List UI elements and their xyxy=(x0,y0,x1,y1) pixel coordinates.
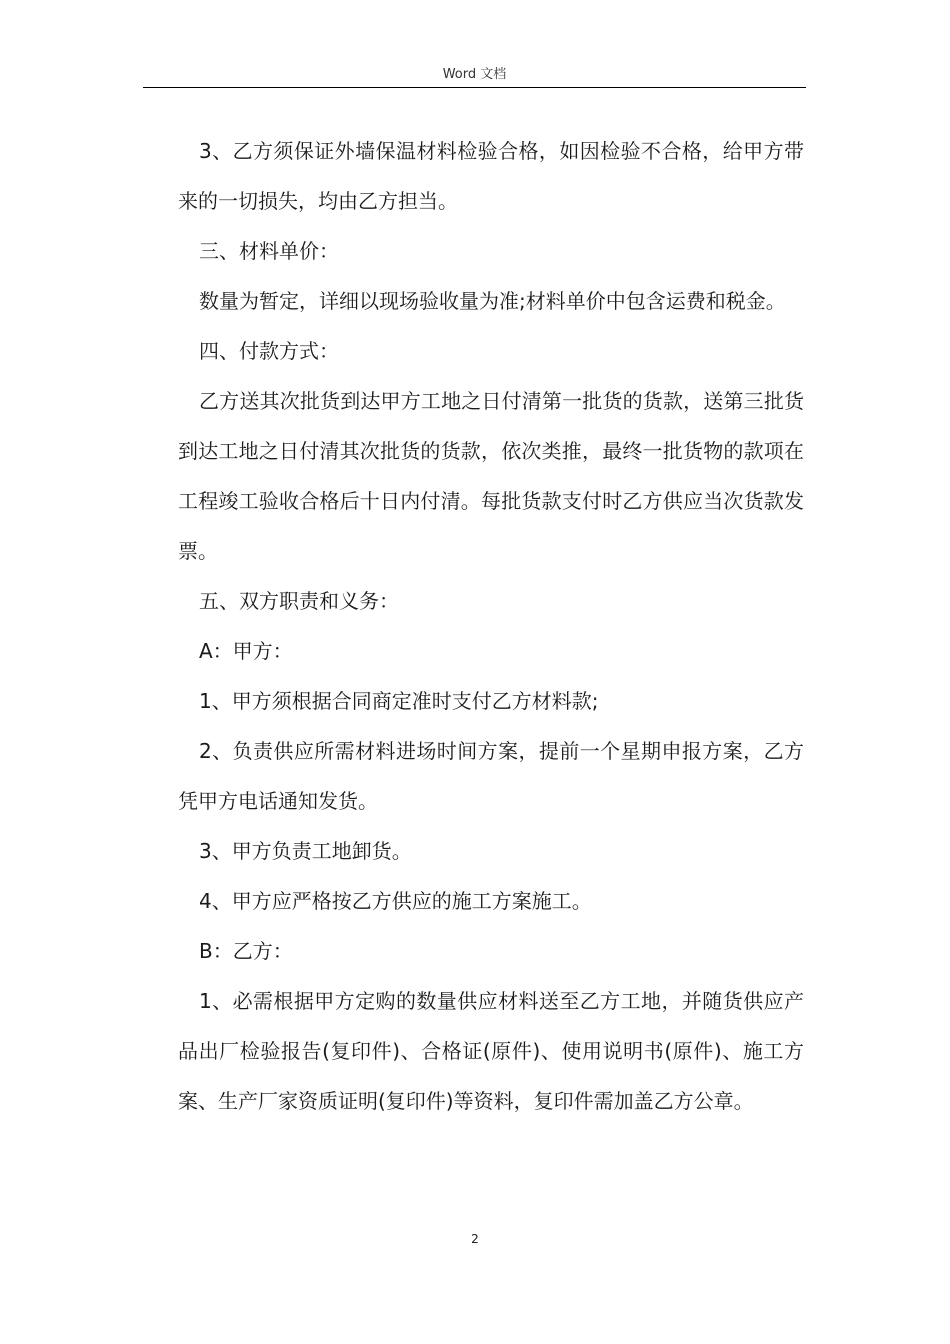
page-header: Word 文档 xyxy=(442,67,507,82)
section-heading: 五、双方职责和义务： xyxy=(199,589,399,613)
subsection-heading: A：甲方： xyxy=(199,639,293,663)
paragraph: 乙方送其次批货到达甲方工地之日付清第一批货的货款，送第三批货到达工地之日付清其次批货的货款，依次类推，最终一批货物的款项在工程竣工验收合格后十日内付清。每批货款支付时乙方供应当次货款发票。 xyxy=(178,389,804,563)
header-divider xyxy=(143,87,806,88)
paragraph: 4、甲方应严格按乙方供应的施工方案施工。 xyxy=(199,889,592,913)
document-body xyxy=(178,126,804,1126)
paragraph: 3、乙方须保证外墙保温材料检验合格，如因检验不合格，给甲方带来的一切损失，均由乙方担当。 xyxy=(178,139,804,213)
paragraph: 3、甲方负责工地卸货。 xyxy=(199,839,412,863)
section-heading: 四、付款方式： xyxy=(199,339,339,363)
subsection-heading: B：乙方： xyxy=(199,939,293,963)
paragraph: 1、必需根据甲方定购的数量供应材料送至乙方工地，并随货供应产品出厂检验报告(复印件)、合格证(原件)、使用说明书(原件)、施工方案、生产厂家资质证明(复印件)等资料，复印件需加盖乙方公章。 xyxy=(178,989,804,1113)
paragraph: 数量为暂定，详细以现场验收量为准;材料单价中包含运费和税金。 xyxy=(199,289,786,313)
section-heading: 三、材料单价： xyxy=(199,239,339,263)
page-number: 2 xyxy=(471,1232,479,1246)
paragraph: 2、负责供应所需材料进场时间方案，提前一个星期申报方案，乙方凭甲方电话通知发货。 xyxy=(178,739,804,813)
paragraph: 1、甲方须根据合同商定准时支付乙方材料款; xyxy=(199,689,599,713)
